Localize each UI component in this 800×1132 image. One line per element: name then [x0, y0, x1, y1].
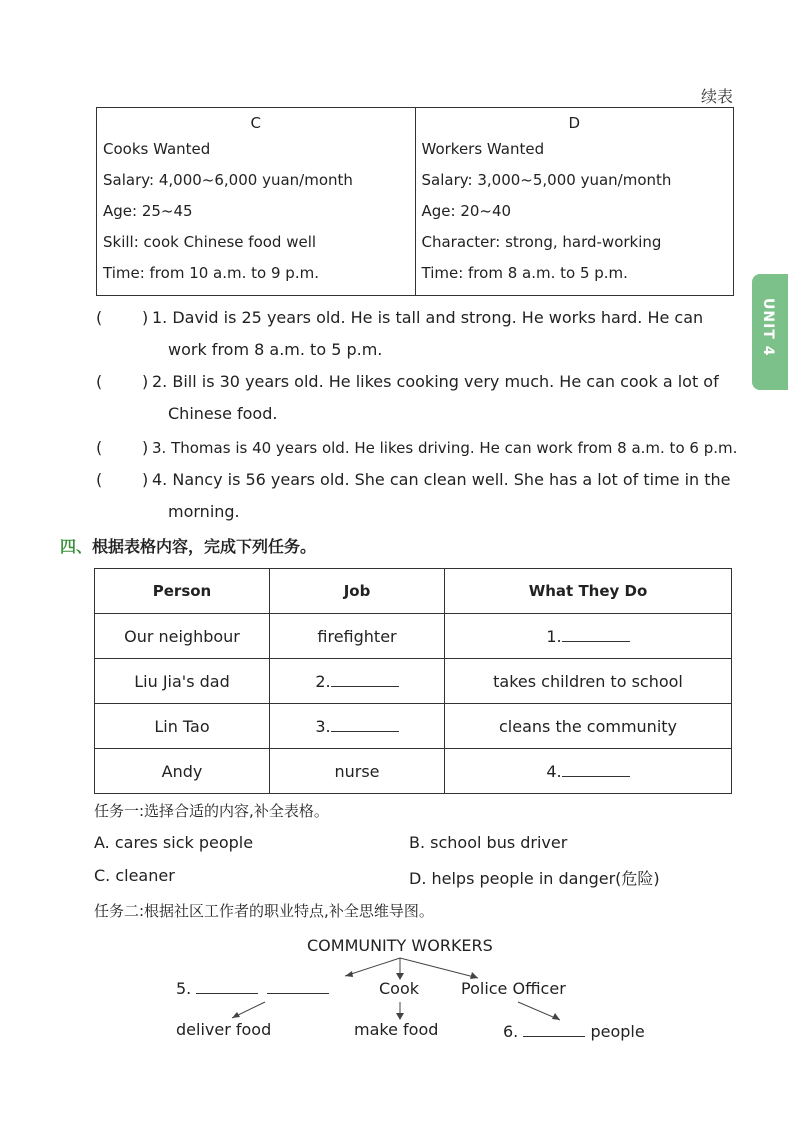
cell-person: Lin Tao	[95, 704, 270, 749]
mindmap-item-6	[503, 1022, 645, 1041]
answer-paren-left[interactable]: (	[96, 438, 103, 457]
blank-number: 5.	[176, 979, 192, 998]
unit-tab	[752, 274, 788, 390]
answer-blank-5b[interactable]	[267, 979, 329, 994]
answer-blank-5a[interactable]	[196, 979, 258, 994]
answer-paren-right: )	[142, 372, 149, 391]
answer-paren-left[interactable]: (	[96, 308, 103, 327]
ad-d-line: Salary: 3,000~5,000 yuan/month	[421, 171, 672, 189]
ad-c-line: Cooks Wanted	[103, 140, 211, 158]
continued-label: 续表	[700, 87, 733, 106]
cell-person: Andy	[95, 749, 270, 794]
answer-paren-left[interactable]: (	[96, 470, 103, 489]
option-b: B. school bus driver	[409, 833, 568, 852]
answer-paren-left[interactable]: (	[96, 372, 103, 391]
answer-blank-6[interactable]	[523, 1022, 585, 1037]
ad-d-header: D	[568, 114, 581, 132]
answer-paren-right: )	[142, 438, 149, 457]
question-text: 4. Nancy is 56 years old. She can clean well. She has a lot of time in the	[152, 470, 731, 489]
cell-what: cleans the community	[445, 704, 732, 749]
task-1-title: 任务一:选择合适的内容,补全表格。	[94, 802, 329, 820]
option-c: C. cleaner	[94, 866, 175, 885]
ad-d-line: Character: strong, hard-working	[421, 233, 662, 251]
mindmap-make-food: make food	[354, 1020, 439, 1039]
section-title: 根据表格内容，完成下列任务。	[92, 537, 317, 556]
ad-d-line: Time: from 8 a.m. to 5 p.m.	[421, 264, 628, 282]
answer-paren-right: )	[142, 308, 149, 327]
blank-number: 6.	[503, 1022, 519, 1041]
question-text: 1. David is 25 years old. He is tall and strong. He works hard. He can	[152, 308, 704, 327]
mindmap-cook: Cook	[379, 979, 420, 998]
blank-number: 4.	[546, 761, 562, 781]
ad-c-line: Age: 25~45	[103, 202, 193, 220]
mindmap-title: COMMUNITY WORKERS	[307, 936, 493, 955]
option-d: D. helps people in danger(危险)	[409, 869, 660, 888]
mindmap-item-5	[176, 979, 329, 998]
question-2-cont: Chinese food.	[168, 404, 278, 423]
question-1-cont: work from 8 a.m. to 5 p.m.	[168, 340, 383, 359]
ad-c-line: Skill: cook Chinese food well	[103, 233, 317, 251]
cell-job: nurse	[270, 749, 445, 794]
mindmap-police-officer: Police Officer	[461, 979, 566, 998]
ad-d-line: Workers Wanted	[421, 140, 545, 158]
ad-d-line: Age: 20~40	[421, 202, 512, 220]
ad-c-line: Time: from 10 a.m. to 9 p.m.	[103, 264, 319, 282]
question-text: 2. Bill is 30 years old. He likes cooking very much. He can cook a lot of	[152, 372, 719, 391]
cell-job: firefighter	[270, 614, 445, 659]
header-job: Job	[270, 569, 445, 614]
cell-what: takes children to school	[445, 659, 732, 704]
blank-number: 3.	[315, 716, 331, 736]
section-number: 四、	[60, 537, 93, 556]
blank-number: 2.	[315, 671, 331, 691]
question-4-cont: morning.	[168, 502, 240, 521]
header-person: Person	[95, 569, 270, 614]
cell-person: Liu Jia's dad	[95, 659, 270, 704]
header-what-they-do: What They Do	[445, 569, 732, 614]
task-2-title: 任务二:根据社区工作者的职业特点,补全思维导图。	[94, 902, 434, 920]
blank-number: 1.	[546, 626, 562, 646]
mindmap-people: people	[590, 1022, 645, 1041]
ad-c-line: Salary: 4,000~6,000 yuan/month	[103, 171, 353, 189]
option-a: A. cares sick people	[94, 833, 254, 852]
ad-c-header: C	[250, 114, 261, 132]
question-text: 3. Thomas is 40 years old. He likes driving. He can work from 8 a.m. to 6 p.m.	[152, 439, 738, 457]
answer-paren-right: )	[142, 470, 149, 489]
unit-tab-label: UNIT 4	[760, 298, 776, 357]
cell-person: Our neighbour	[95, 614, 270, 659]
mindmap-deliver-food: deliver food	[176, 1020, 272, 1039]
